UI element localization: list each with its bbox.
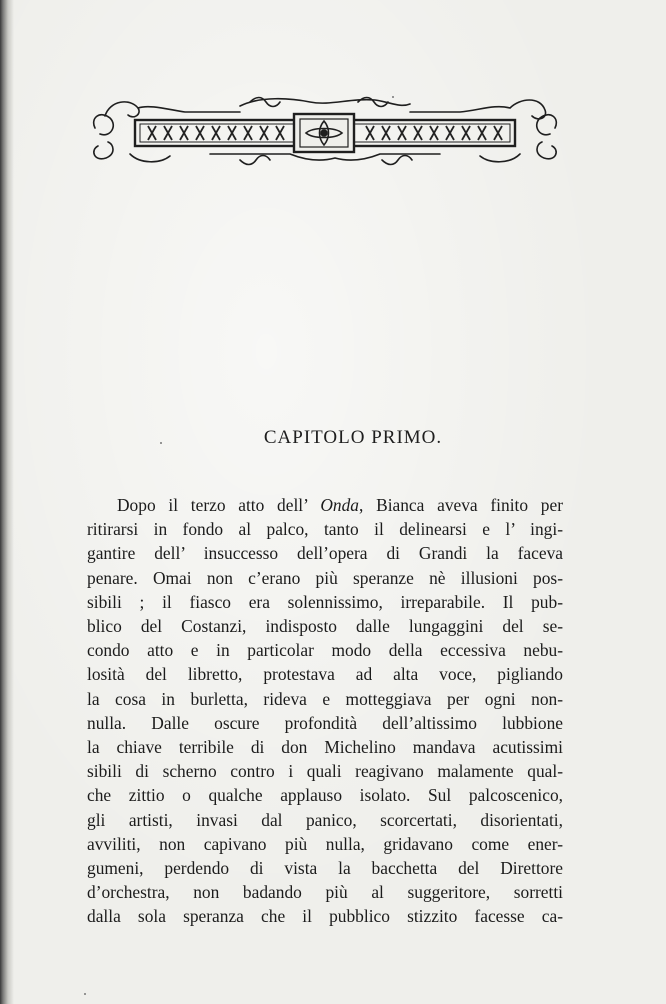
text-line: nulla. Dalle oscure profondità dell’altissimo lubbione xyxy=(87,712,563,733)
paper-speck xyxy=(84,993,86,995)
chapter-paragraph xyxy=(87,493,563,929)
text-line: blico del Costanzi, indisposto dalle lungaggini del se- xyxy=(87,616,563,637)
paper-speck xyxy=(160,442,162,444)
text-line: d’orchestra, non badando più al suggeritore, sorretti xyxy=(87,882,563,903)
text-line: dalla sola speranza che il pubblico stizzito facesse ca- xyxy=(87,906,563,927)
text-line: losità del libretto, protestava ad alta voce, pigliando xyxy=(87,664,563,685)
text-line: sibili di scherno contro i quali reagivano malamente qual- xyxy=(87,761,563,782)
text-line: che zittio o qualche applauso isolato. Sul palcoscenico, xyxy=(87,785,563,806)
text-line: ritirarsi in fondo al palco, tanto il delinearsi e l’ ingi- xyxy=(87,519,563,540)
text-line: la cosa in burletta, rideva e motteggiava per ogni non- xyxy=(87,688,563,709)
text-line: gantire dell’ insuccesso dell’opera di Grandi la faceva xyxy=(87,543,563,564)
text-line: gumeni, perdendo di vista la bacchetta del Direttore xyxy=(87,858,563,879)
chapter-title: CAPITOLO PRIMO. xyxy=(263,427,443,448)
text-line: Dopo il terzo atto dell’ Onda, Bianca aveva finito per xyxy=(117,495,563,515)
page-binding-edge xyxy=(0,0,14,1004)
decorative-headpiece-ornament xyxy=(90,88,560,173)
paper-speck xyxy=(392,96,394,98)
text-line: sibili ; il fiasco era solennissimo, irreparabile. Il pub- xyxy=(87,591,563,612)
text-line: condo atto e in particolar modo della eccessiva nebu- xyxy=(87,640,563,661)
text-line: la chiave terribile di don Michelino mandava acutissimi xyxy=(87,737,563,758)
text-line: avviliti, non capivano più nulla, gridavano come ener- xyxy=(87,833,563,854)
italic-work-title: Onda xyxy=(320,495,360,515)
text-line: penare. Omai non c’erano più speranze nè illusioni pos- xyxy=(87,567,563,588)
text-line: gli artisti, invasi dal panico, scorcertati, disorientati, xyxy=(87,809,563,830)
